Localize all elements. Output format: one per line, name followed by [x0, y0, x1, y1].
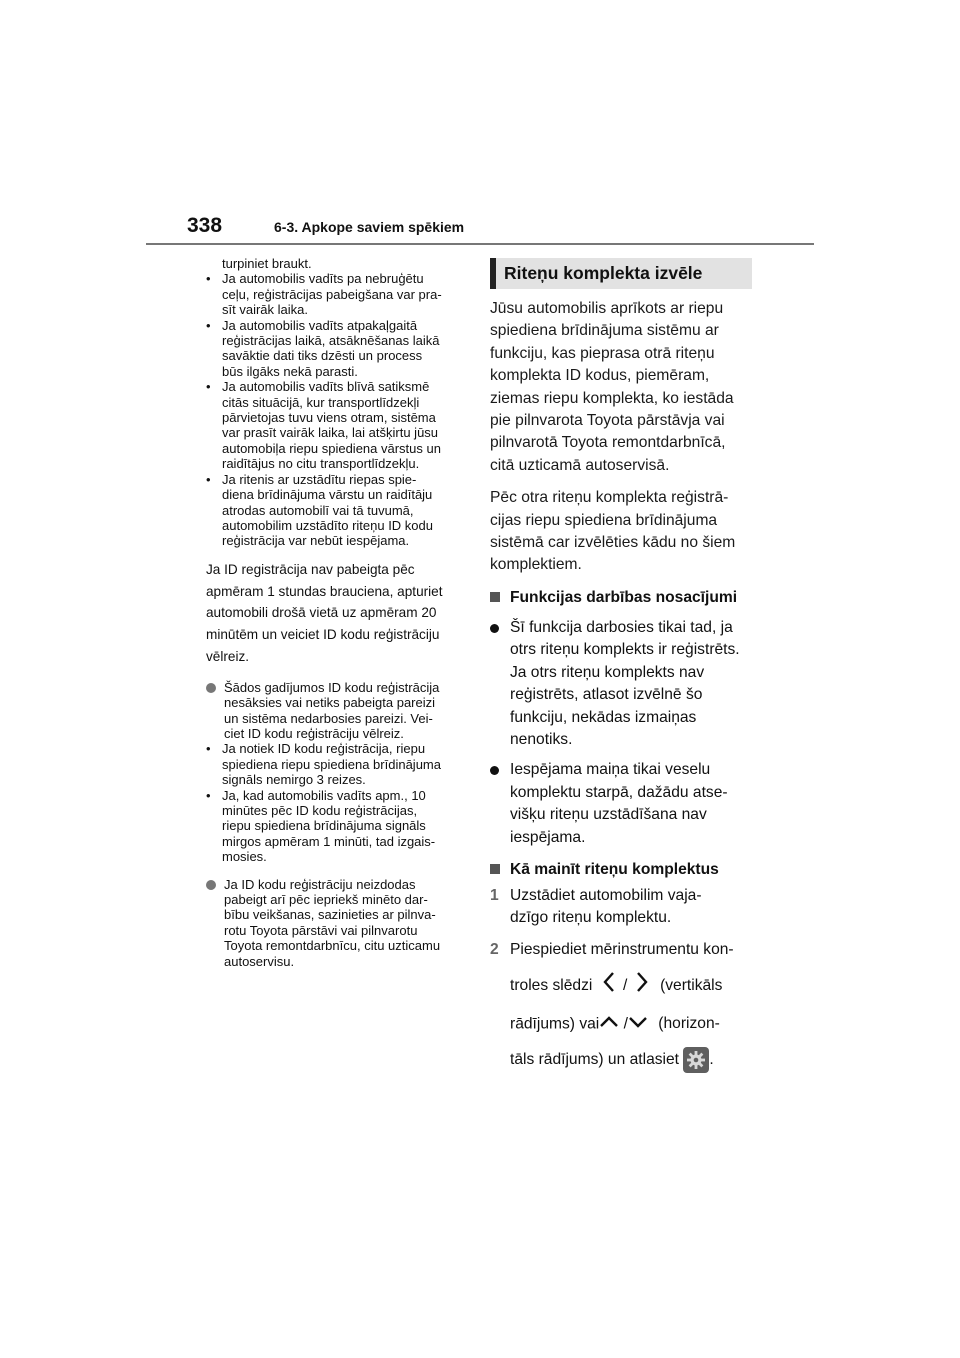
text-line: Ja notiek ID kodu reģistrācija, riepu: [222, 741, 426, 757]
section-title: 6-3. Apkope saviem spēkiem: [274, 219, 465, 235]
list-item: [206, 379, 468, 471]
text-line: komplektiem.: [490, 556, 582, 574]
subheading-conditions: [490, 587, 752, 609]
text-line: reģistrācija var nebūt iespējama.: [222, 533, 410, 549]
chevron-up-icon: [599, 1013, 619, 1035]
header-rule: [146, 243, 814, 245]
list-item: [490, 617, 752, 751]
slash-text: /: [623, 976, 628, 994]
text-line: ciet ID kodu reģistrāciju vēlreiz.: [224, 725, 404, 741]
text-line: būs ilgāks nekā parasti.: [222, 363, 358, 379]
step-text: (vertikāls: [660, 976, 723, 994]
left-bullet-list: [206, 271, 468, 548]
text-line: Ja, kad automobilis vadīts apm., 10: [222, 787, 426, 803]
square-bullet-icon: [490, 864, 500, 874]
bullet-icon: •: [206, 379, 211, 395]
text-line: otrs riteņu komplekts ir reģistrēts.: [510, 641, 740, 659]
list-item: [206, 741, 468, 787]
text-line: dzīgo riteņu komplektu.: [510, 909, 672, 927]
text-line: signāls nemirgo 3 reizes.: [222, 772, 366, 788]
note-item: [206, 680, 468, 742]
text-line: apmēram 1 stundas brauciena, apturiet: [206, 583, 443, 599]
note-bullet-icon: [206, 880, 216, 890]
text-line: autoservisu.: [224, 953, 295, 969]
text-line: Ja automobilis vadīts atpakaļgaitā: [222, 317, 418, 333]
square-bullet-icon: [490, 592, 500, 602]
text-line: savāktie dati tiks dzēsti un process: [222, 348, 423, 364]
text-line: Šādos gadījumos ID kodu reģistrācija: [224, 679, 440, 695]
chevron-down-icon: [628, 1013, 648, 1035]
text-line: citās situācijā, kur transportlīdzekļi: [222, 394, 420, 410]
step-1: [490, 885, 752, 930]
text-line: sīt vairāk laika.: [222, 302, 308, 318]
text-line: pilnvarotā Toyota remontdarbnīcā,: [490, 434, 726, 452]
text-line: reģistrācijas laikā, atsāknēšanas laikā: [222, 333, 440, 349]
step-2: [490, 939, 752, 1074]
bullet-icon: •: [206, 787, 211, 803]
text-line: Jūsu automobilis aprīkots ar riepu: [490, 300, 724, 317]
text-line: Ja automobilis vadīts pa nebruģētu: [222, 271, 424, 287]
section-heading: Riteņu komplekta izvēle: [490, 258, 752, 289]
text-line: ziemas riepu komplekta, ko iestāda: [490, 389, 734, 407]
text-line: riepu spiediena brīdinājuma signāls: [222, 818, 426, 834]
chevron-left-icon: [603, 971, 615, 1000]
text-line: automobilim uzstādīto riteņu ID kodu: [222, 517, 433, 533]
subheading-label: Kā mainīt riteņu komplektus: [510, 860, 719, 878]
step-text: rādījums) vai: [510, 1014, 600, 1032]
intro-paragraph: [490, 298, 752, 477]
text-line: spiediena brīdinājuma sistēmu ar: [490, 322, 719, 340]
list-item: [206, 318, 468, 380]
list-item: [490, 759, 752, 849]
text-line: sistēmā car izvēlēties kādu no šiem: [490, 534, 736, 552]
text-line: Pēc otra riteņu komplekta reģistrā-: [490, 489, 729, 507]
text-line: rotu Toyota pārstāvi vai pilnvarotu: [224, 922, 418, 938]
text-line: komplekta ID kodus, piemēram,: [490, 367, 710, 385]
list-item: [206, 472, 468, 549]
text-line: funkciju, kas pieprasa otrā riteņu: [490, 344, 715, 362]
step-number: 2: [490, 940, 499, 958]
text-line: Toyota remontdarbnīcu, citu uzticamu: [224, 938, 441, 954]
text-line: pārvietojas tuvu viens otram, sistēma: [222, 410, 436, 426]
second-paragraph: [490, 487, 752, 577]
subheading-how-to: [490, 859, 752, 881]
continued-text: turpiniet braukt.: [222, 256, 312, 271]
page-number: 338: [187, 214, 223, 237]
text-line: minūtes pēc ID kodu reģistrācijas,: [222, 802, 418, 818]
text-line: Ja otrs riteņu komplekts nav: [510, 663, 705, 681]
text-line: komplektu starpā, dažādu atse-: [510, 783, 728, 801]
right-column: [490, 258, 752, 1073]
text-line: automobili drošā vietā uz apmēram 20: [206, 605, 437, 621]
step-text: tāls rādījums) un atlasiet: [510, 1051, 680, 1069]
text-line: pabeigt arī pēc iepriekš minēto dar-: [224, 891, 428, 907]
text-line: mosies.: [222, 849, 267, 865]
text-line: spiediena riepu spiediena brīdinājuma: [222, 756, 441, 772]
list-item: [206, 271, 468, 317]
id-registration-paragraph: [206, 559, 468, 668]
note-sub-bullets: [206, 741, 468, 864]
step-2-line: [510, 1013, 752, 1036]
text-line: diena brīdinājuma vārstu un raidītāju: [222, 487, 433, 503]
bullet-icon: •: [206, 317, 211, 333]
bullet-icon: •: [206, 271, 211, 287]
text-line: automobiļa riepu spiediena vārstus un: [222, 440, 441, 456]
bullet-icon: [490, 624, 499, 633]
text-line: Ja ID kodu reģistrāciju neizdodas: [224, 876, 416, 892]
text-line: Ja ritenis ar uzstādītu riepas spie-: [222, 471, 417, 487]
subheading-label: Funkcijas darbības nosacījumi: [510, 588, 738, 606]
text-line: atrodas automobilī vai tā tuvumā,: [222, 502, 414, 518]
left-column: [206, 256, 468, 969]
text-line: višķu riteņu uzstādīšana nav: [510, 806, 707, 824]
note-bullet-icon: [206, 683, 216, 693]
step-text: .: [709, 1051, 714, 1069]
text-line: Šī funkcija darbosies tikai tad, ja: [510, 618, 733, 636]
text-line: un sistēma nedarbosies pareizi. Vei-: [224, 710, 433, 726]
chevron-right-icon: [636, 971, 648, 1000]
text-line: bību veikšanas, sazinieties ar pilnva-: [224, 907, 436, 923]
text-line: vēlreiz.: [206, 648, 250, 664]
text-line: minūtēm un veiciet ID kodu reģistrāciju: [206, 627, 440, 643]
step-text: troles slēdzi: [510, 976, 593, 994]
step-2-line: Piespiediet mērinstrumentu kon-: [510, 940, 734, 958]
text-line: Uzstādiet automobilim vaja-: [510, 886, 702, 904]
list-item: [206, 788, 468, 865]
text-line: funkciju, nekādas izmaiņas: [510, 708, 697, 726]
step-number: 1: [490, 886, 499, 904]
text-line: pie pilnvarota Toyota pārstāvja vai: [490, 412, 725, 430]
text-line: raidītājus no citu transportlīdzekļu.: [222, 456, 420, 472]
step-text: (horizon-: [658, 1014, 720, 1032]
text-line: Ja automobilis vadīts blīvā satiksmē: [222, 379, 430, 395]
step-2-line: [510, 1047, 752, 1073]
bullet-icon: •: [206, 471, 211, 487]
text-line: var prasīt vairāk laika, lai atšķirtu jūsu: [222, 425, 439, 441]
note-item: [206, 877, 468, 969]
text-line: Iespējama maiņa tikai veselu: [510, 761, 711, 779]
text-line: nenotiks.: [510, 730, 573, 748]
text-line: mirgos apmēram 1 minūti, tad izgais-: [222, 833, 436, 849]
slash-text: /: [623, 1014, 628, 1032]
text-line: cijas riepu spiediena brīdinājuma: [490, 511, 718, 529]
bullet-icon: [490, 766, 499, 775]
text-line: ceļu, reģistrācijas pabeigšana var pra-: [222, 286, 442, 302]
bullet-icon: •: [206, 741, 211, 757]
text-line: Ja ID registrācija nav pabeigta pēc: [206, 561, 415, 577]
text-line: reģistrēts, atlasot izvēlnē šo: [510, 686, 703, 704]
conditions-list: [490, 617, 752, 849]
step-2-line: [510, 971, 752, 1000]
text-line: nesāksies vai netiks pabeigta pareizi: [224, 695, 436, 711]
settings-gear-icon: [683, 1047, 709, 1073]
text-line: citā uzticamā autoservisā.: [490, 456, 670, 474]
text-line: iespējama.: [510, 828, 586, 846]
